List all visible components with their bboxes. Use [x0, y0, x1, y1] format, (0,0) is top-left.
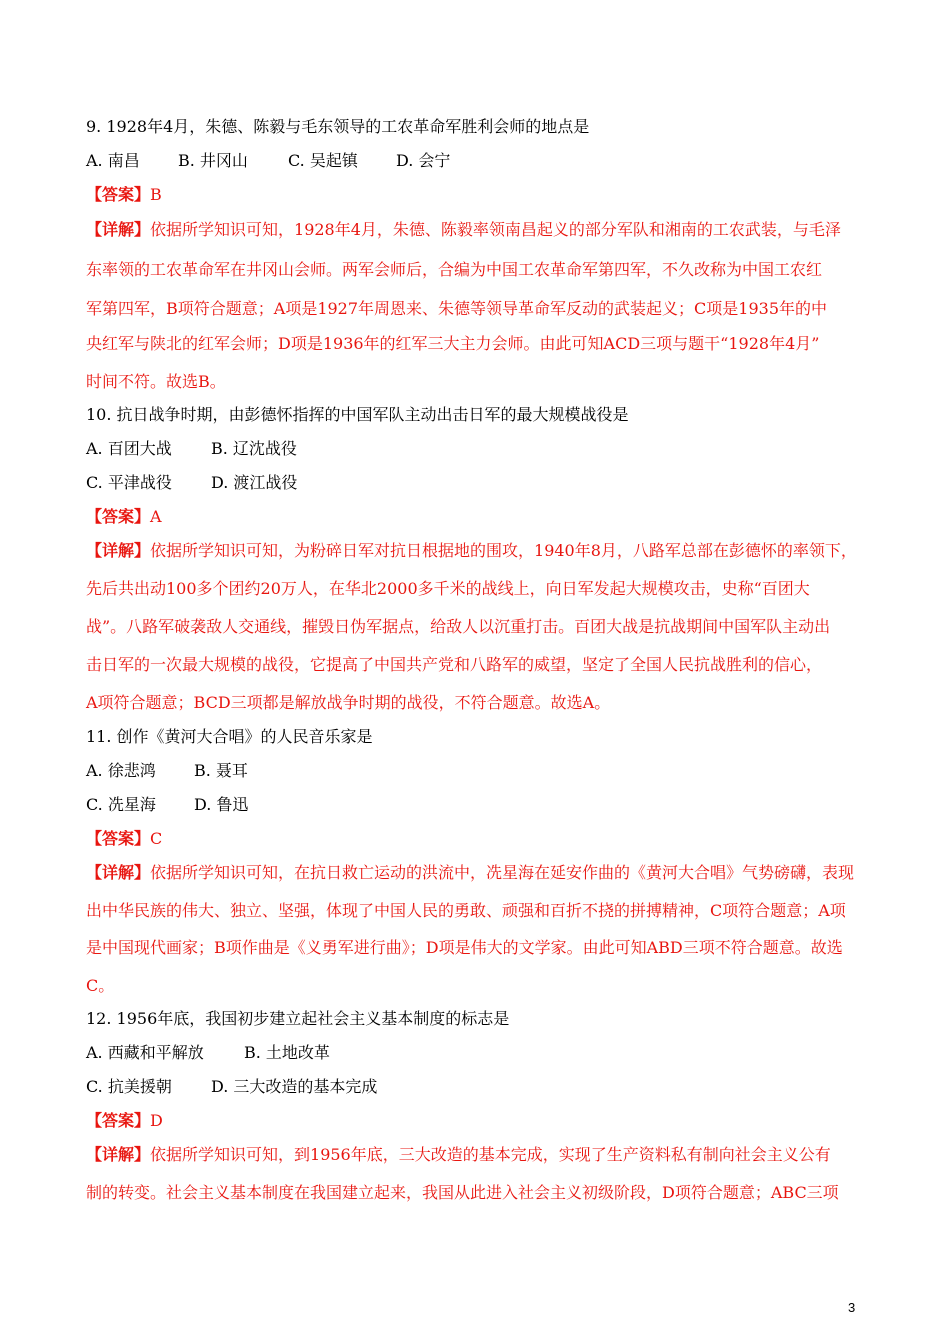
option: D. 三大改造的基本完成 — [211, 1077, 378, 1096]
detail-line — [86, 541, 857, 561]
question-stem: 10. 抗日战争时期，由彭德怀指挥的中国军队主动出击日军的最大规模战役是 — [86, 405, 629, 424]
detail-line: 先后共出动100多个团约20万人，在华北2000多千米的战线上，向日军发起大规模攻击，史称“百团大 — [86, 579, 810, 598]
answer-label: 【答案】 — [86, 1111, 151, 1130]
detail-label: 【详解】 — [86, 863, 151, 882]
detail-text: 依据所学知识可知，为粉碎日军对抗日根据地的围攻，1940年8月，八路军总部在彭德怀的率领下， — [150, 541, 857, 560]
answer-label: 【答案】 — [86, 829, 151, 848]
detail-line: 制的转变。社会主义基本制度在我国建立起来，我国从此进入社会主义初级阶段，D项符合题意；ABC三项 — [86, 1183, 839, 1202]
option: B. 辽沈战役 — [211, 439, 297, 458]
answer-value: D — [150, 1111, 163, 1130]
option: A. 徐悲鸿 — [86, 761, 156, 780]
detail-text: 依据所学知识可知，在抗日救亡运动的洪流中，冼星海在延安作曲的《黄河大合唱》气势磅礴，表现 — [150, 863, 855, 882]
options-row — [86, 439, 297, 459]
detail-line: 时间不符。故选B。 — [86, 372, 226, 391]
answer-line — [86, 1111, 163, 1131]
option: C. 吴起镇 — [288, 151, 358, 170]
detail-label: 【详解】 — [86, 220, 151, 239]
option: B. 井冈山 — [178, 151, 248, 170]
option: B. 聂耳 — [194, 761, 248, 780]
answer-line — [86, 829, 162, 849]
option: D. 鲁迅 — [194, 795, 249, 814]
option: D. 会宁 — [396, 151, 451, 170]
detail-label: 【详解】 — [86, 1145, 151, 1164]
question-stem: 9. 1928年4月，朱德、陈毅与毛东领导的工农革命军胜利会师的地点是 — [86, 117, 590, 136]
detail-line: C。 — [86, 976, 115, 995]
option: A. 南昌 — [86, 151, 140, 170]
detail-line: 出中华民族的伟大、独立、坚强，体现了中国人民的勇敢、顽强和百折不挠的拼搏精神，C项符合题意；A项 — [86, 901, 846, 920]
answer-value: B — [150, 185, 162, 204]
question-stem: 12. 1956年底，我国初步建立起社会主义基本制度的标志是 — [86, 1009, 510, 1028]
option: D. 渡江战役 — [211, 473, 298, 492]
detail-line: 东率领的工农革命军在井冈山会师。两军会师后，合编为中国工农革命军第四军，不久改称为中国工农红 — [86, 260, 823, 279]
option: C. 抗美援朝 — [86, 1077, 172, 1096]
detail-line: 军第四军，B项符合题意；A项是1927年周恩来、朱德等领导革命军反动的武装起义；C项是1935年的中 — [86, 299, 827, 318]
option: A. 西藏和平解放 — [86, 1043, 204, 1062]
detail-line: A项符合题意；BCD三项都是解放战争时期的战役，不符合题意。故选A。 — [86, 693, 611, 712]
detail-line — [86, 220, 841, 240]
options-row — [86, 1043, 330, 1063]
option: C. 平津战役 — [86, 473, 172, 492]
answer-value: C — [150, 829, 163, 848]
detail-line: 是中国现代画家；B项作曲是《义勇军进行曲》；D项是伟大的文学家。由此可知ABD三项不符合题意。故选 — [86, 938, 843, 957]
options-row — [86, 151, 450, 171]
option: B. 土地改革 — [244, 1043, 330, 1062]
answer-label: 【答案】 — [86, 507, 151, 526]
detail-label: 【详解】 — [86, 541, 151, 560]
answer-label: 【答案】 — [86, 185, 151, 204]
detail-line: 央红军与陕北的红军会师；D项是1936年的红军三大主力会师。由此可知ACD三项与题干“1928年4月” — [86, 334, 820, 353]
answer-line — [86, 507, 162, 527]
option: A. 百团大战 — [86, 439, 172, 458]
detail-text: 依据所学知识可知，1928年4月，朱德、陈毅率领南昌起义的部分军队和湘南的工农武装，与毛泽 — [150, 220, 841, 239]
question-stem: 11. 创作《黄河大合唱》的人民音乐家是 — [86, 727, 373, 746]
detail-line — [86, 1145, 831, 1165]
options-row — [86, 1077, 377, 1097]
detail-line: 战”。八路军破袭敌人交通线，摧毁日伪军据点，给敌人以沉重打击。百团大战是抗战期间中国军队主动出 — [86, 617, 831, 636]
page-number: 3 — [848, 1300, 856, 1315]
options-row — [86, 761, 248, 781]
detail-line: 击日军的一次最大规模的战役，它提高了中国共产党和八路军的威望，坚定了全国人民抗战胜利的信心， — [86, 655, 823, 674]
option: C. 冼星海 — [86, 795, 156, 814]
detail-line — [86, 863, 854, 883]
options-row — [86, 473, 297, 493]
answer-value: A — [150, 507, 162, 526]
options-row — [86, 795, 248, 815]
detail-text: 依据所学知识可知，到1956年底，三大改造的基本完成，实现了生产资料私有制向社会主义公有 — [150, 1145, 831, 1164]
answer-line — [86, 185, 162, 205]
